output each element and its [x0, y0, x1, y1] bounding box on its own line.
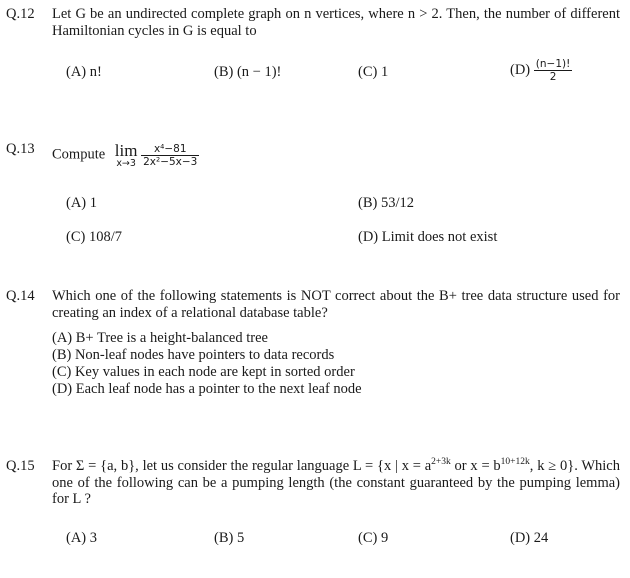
option-a: (A) B+ Tree is a height-balanced tree [52, 330, 268, 346]
text-part-b: or x = b [450, 458, 501, 474]
fraction-denominator: 2x²−5x−3 [143, 155, 198, 168]
text-part-a: For Σ = {a, b}, let us consider the regular language L = {x | x = a [52, 458, 432, 474]
option-b: (B) Non-leaf nodes have pointers to data records [52, 347, 335, 363]
option-d: (D) Each leaf node has a pointer to the next leaf node [52, 381, 362, 397]
question-text [52, 458, 620, 508]
option-a: (A) 1 [66, 195, 98, 211]
option-d: (D) Limit does not exist [358, 229, 498, 245]
option-c: (C) 9 [358, 530, 389, 546]
question-expression [52, 142, 199, 169]
limit-subscript: x→3 [116, 158, 136, 169]
fraction-denominator: 2 [549, 71, 557, 84]
limit-fraction [141, 143, 199, 168]
option-d-label: (D) [510, 61, 531, 78]
question-number: Q.12 [6, 6, 35, 22]
question-number: Q.14 [6, 288, 35, 304]
option-c: (C) 1 [358, 64, 389, 80]
question-number: Q.13 [6, 141, 35, 157]
question-text: Let G be an undirected complete graph on n vertices, where n > 2. Then, the number of different Hamiltonian cycles in G is equal to [52, 6, 620, 39]
compute-label: Compute [52, 146, 106, 163]
text-part-c: , k ≥ 0}. Which one of the following can be a pumping length (the constant guaranteed by the pumping lemma) for L ? [52, 458, 620, 507]
option-d: (D) 24 [510, 530, 549, 546]
fraction [534, 58, 573, 83]
question-text: Which one of the following statements is NOT correct about the B+ tree data structure used for creating an index of a relational database table? [52, 288, 620, 321]
exponent-b: 10+12k [500, 457, 530, 468]
option-c: (C) Key values in each node are kept in sorted order [52, 364, 355, 380]
option-b: (B) 53/12 [358, 195, 414, 211]
option-c: (C) 108/7 [66, 229, 122, 245]
exponent-a: 2+3k [431, 457, 451, 468]
limit-operator [115, 142, 138, 169]
option-a: (A) n! [66, 64, 102, 80]
option-d [510, 58, 572, 83]
option-b: (B) 5 [214, 530, 245, 546]
fraction-numerator: (n−1)! [535, 58, 571, 70]
question-number: Q.15 [6, 458, 35, 474]
fraction-numerator: x⁴−81 [141, 143, 199, 156]
limit-word: lim [114, 141, 138, 160]
option-a: (A) 3 [66, 530, 98, 546]
option-b: (B) (n − 1)! [214, 64, 282, 80]
